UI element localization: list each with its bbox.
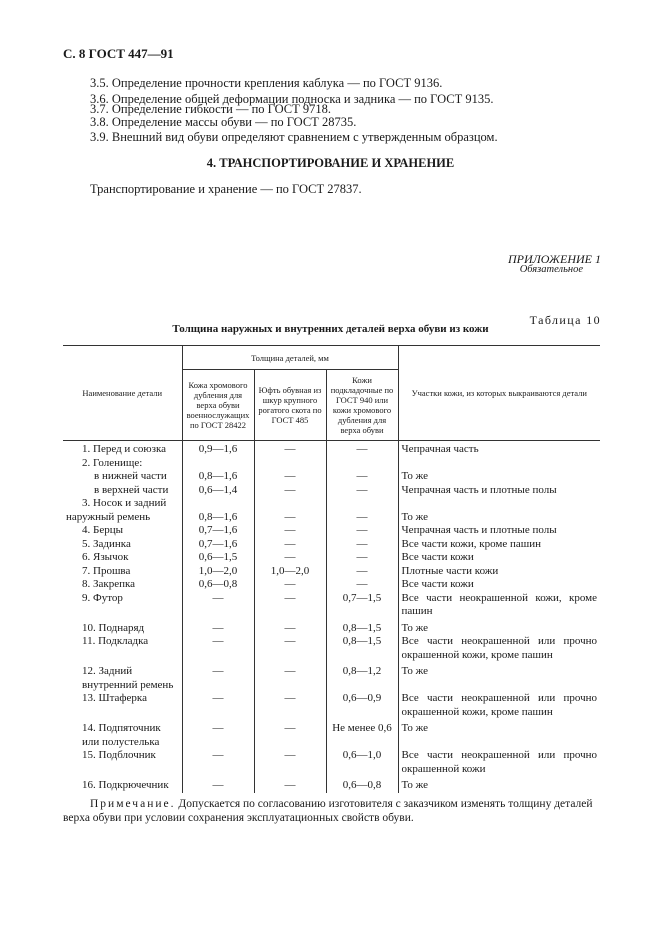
row-leather-part: Все части неокрашенной или прочно окрашенной кожи, кроме пашин [398, 692, 600, 722]
row-thickness-2: 1,0—2,0 [254, 565, 326, 579]
row-thickness-1: 0,6—0,8 [182, 578, 254, 592]
row-thickness-3: 0,8—1,2 [326, 665, 398, 692]
row-thickness-3: — [326, 565, 398, 579]
row-name-text: 2. Голенище: [82, 456, 143, 469]
row-name-text: 3. Носок и задний [82, 497, 167, 509]
row-thickness-1: — [182, 779, 254, 793]
row-thickness-3: — [326, 511, 398, 525]
row-name-text: 16. Подкрючечник [82, 779, 169, 791]
table-row [63, 511, 600, 525]
row-thickness-1: 0,6—1,5 [182, 551, 254, 565]
header-col3: Кожи подкладочные по ГОСТ 940 или кожи хромового дубления для верха обуви [326, 370, 398, 441]
row-thickness-3 [326, 457, 398, 471]
row-name-text: 6. Язычок [82, 551, 129, 563]
row-thickness-1: 1,0—2,0 [182, 565, 254, 579]
row-thickness-1: 0,7—1,6 [182, 524, 254, 538]
row-thickness-1: — [182, 592, 254, 622]
header-parts: Участки кожи, из которых выкраиваются детали [398, 346, 600, 441]
row-thickness-2: — [254, 470, 326, 484]
table-row [63, 470, 600, 484]
note-line-2: верха обуви при условии сохранения эксплуатационных свойств обуви. [63, 812, 414, 824]
row-leather-part: Все части неокрашенной или прочно окрашенной кожи, кроме пашин [398, 635, 600, 665]
row-thickness-2: — [254, 524, 326, 538]
row-thickness-3: — [326, 538, 398, 552]
appendix-subtitle: Обязательное [519, 264, 583, 275]
row-name-text: 12. Задний внутренний ремень [82, 665, 174, 691]
row-thickness-3: — [326, 578, 398, 592]
row-name [63, 511, 182, 525]
row-thickness-3: 0,8—1,5 [326, 635, 398, 665]
row-thickness-2: — [254, 538, 326, 552]
row-leather-part: Все части неокрашенной кожи, кроме пашин [398, 592, 600, 622]
row-leather-part: Чепрачная часть и плотные полы [398, 484, 600, 498]
section-title: 4. ТРАНСПОРТИРОВАНИЕ И ХРАНЕНИЕ [206, 156, 455, 170]
table-row [63, 578, 600, 592]
row-name [63, 749, 182, 779]
row-name-text: в верхней части [94, 483, 169, 496]
row-thickness-1: — [182, 749, 254, 779]
row-thickness-1 [182, 457, 254, 471]
clause-3-6: 3.6. Определение общей деформации подноска и задника — по ГОСТ 9135. [90, 92, 494, 106]
row-thickness-2: — [254, 635, 326, 665]
row-name [63, 692, 182, 722]
row-thickness-2: — [254, 622, 326, 636]
page-header: С. 8 ГОСТ 447—91 [63, 46, 174, 61]
row-name [63, 722, 182, 749]
row-thickness-1: 0,7—1,6 [182, 538, 254, 552]
row-thickness-3: — [326, 441, 398, 457]
row-name-text: 9. Футор [82, 591, 123, 604]
row-thickness-1 [182, 497, 254, 511]
row-name-text: 14. Подпяточник или полустелька [82, 722, 161, 748]
note-label: Примечание. [90, 798, 176, 810]
row-leather-part: Все части кожи [398, 578, 600, 592]
row-name [63, 622, 182, 636]
row-name-text: 15. Подблочник [82, 749, 156, 761]
row-thickness-3: 0,8—1,5 [326, 622, 398, 636]
row-thickness-1: — [182, 692, 254, 722]
row-name [63, 457, 182, 471]
row-thickness-1: — [182, 622, 254, 636]
row-name [63, 441, 182, 457]
table-body [63, 441, 600, 793]
section-text: Транспортирование и хранение — по ГОСТ 27837. [90, 182, 362, 196]
row-thickness-3: — [326, 470, 398, 484]
row-thickness-1: — [182, 635, 254, 665]
row-thickness-1: — [182, 722, 254, 749]
row-thickness-1: 0,8—1,6 [182, 470, 254, 484]
clause-3-9: 3.9. Внешний вид обуви определяют сравнением с утвержденным образцом. [90, 130, 498, 144]
row-name-text: 7. Прошва [82, 564, 131, 577]
header-thickness-group: Толщина деталей, мм [182, 346, 398, 370]
table-row [63, 722, 600, 749]
row-name [63, 497, 182, 511]
row-thickness-1: — [182, 665, 254, 692]
header-col2: Юфть обувная из шкур крупного рогатого скота по ГОСТ 485 [254, 370, 326, 441]
table-row [63, 497, 600, 511]
row-thickness-3: 0,6—0,8 [326, 779, 398, 793]
table-row [63, 441, 600, 457]
row-thickness-3: — [326, 551, 398, 565]
table-row [63, 484, 600, 498]
row-thickness-3: Не менее 0,6 [326, 722, 398, 749]
row-thickness-2 [254, 497, 326, 511]
table-title: Толщина наружных и внутренних деталей верха обуви из кожи [172, 323, 489, 335]
row-name-text: в нижней части [94, 470, 167, 482]
row-thickness-2: — [254, 722, 326, 749]
header-name: Наименование детали [63, 346, 182, 441]
row-name-text: 4. Берцы [82, 524, 123, 536]
row-leather-part: Чепрачная часть [398, 441, 600, 457]
note-text-1: Допускается по согласованию изготовителя с заказчиком изменять толщину деталей [178, 798, 593, 810]
appendix-title: ПРИЛОЖЕНИЕ 1 [508, 252, 601, 266]
row-leather-part: Чепрачная часть и плотные полы [398, 524, 600, 538]
table-row [63, 565, 600, 579]
table-row [63, 551, 600, 565]
row-name [63, 565, 182, 579]
row-leather-part: Все части кожи [398, 551, 600, 565]
row-leather-part: То же [398, 722, 600, 749]
row-thickness-2: — [254, 749, 326, 779]
clause-3-5: 3.5. Определение прочности крепления каблука — по ГОСТ 9136. [90, 76, 443, 90]
table-row [63, 779, 600, 793]
row-leather-part [398, 457, 600, 471]
table-row [63, 692, 600, 722]
table-row [63, 635, 600, 665]
note-line-1 [90, 798, 593, 810]
row-thickness-2: — [254, 441, 326, 457]
row-name [63, 551, 182, 565]
table-row [63, 665, 600, 692]
row-thickness-3: — [326, 524, 398, 538]
table-row [63, 749, 600, 779]
row-leather-part: Все части неокрашенной или прочно окрашенной кожи [398, 749, 600, 779]
row-name-text: 10. Поднаряд [82, 621, 145, 634]
row-thickness-1: 0,9—1,6 [182, 441, 254, 457]
row-thickness-2: — [254, 779, 326, 793]
row-thickness-2: — [254, 484, 326, 498]
table-row [63, 622, 600, 636]
row-thickness-3: 0,6—0,9 [326, 692, 398, 722]
table-row [63, 457, 600, 471]
row-name [63, 578, 182, 592]
row-leather-part: То же [398, 665, 600, 692]
row-thickness-2 [254, 457, 326, 471]
header-col1: Кожа хромового дубления для верха обуви военнослужащих по ГОСТ 28422 [182, 370, 254, 441]
row-name-text: 13. Штаферка [82, 692, 147, 704]
row-name [63, 635, 182, 665]
row-leather-part: Все части кожи, кроме пашин [398, 538, 600, 552]
row-leather-part: То же [398, 779, 600, 793]
row-name-text: 5. Задинка [82, 537, 131, 550]
row-name [63, 470, 182, 484]
thickness-table [63, 345, 600, 793]
row-thickness-2: — [254, 511, 326, 525]
row-name [63, 538, 182, 552]
row-thickness-3: 0,7—1,5 [326, 592, 398, 622]
row-name-text: 11. Подкладка [82, 635, 149, 647]
table-row [63, 592, 600, 622]
row-name [63, 779, 182, 793]
row-name [63, 484, 182, 498]
clause-3-7: 3.7. Определение гибкости — по ГОСТ 9718. [90, 102, 331, 116]
row-thickness-3 [326, 497, 398, 511]
row-thickness-2: — [254, 665, 326, 692]
row-name [63, 524, 182, 538]
row-leather-part: То же [398, 470, 600, 484]
row-thickness-2: — [254, 592, 326, 622]
row-leather-part: То же [398, 511, 600, 525]
row-name-text: 1. Перед и союзка [82, 443, 167, 455]
row-thickness-3: — [326, 484, 398, 498]
row-leather-part [398, 497, 600, 511]
row-name-text: наружный ремень [66, 510, 151, 523]
table-number: Таблица 10 [529, 313, 601, 327]
clause-3-8: 3.8. Определение массы обуви — по ГОСТ 28735. [90, 115, 357, 129]
row-name-text: 8. Закрепка [82, 578, 136, 590]
row-thickness-2: — [254, 578, 326, 592]
row-leather-part: Плотные части кожи [398, 565, 600, 579]
row-thickness-2: — [254, 551, 326, 565]
row-thickness-3: 0,6—1,0 [326, 749, 398, 779]
table-row [63, 524, 600, 538]
row-name [63, 665, 182, 692]
row-thickness-2: — [254, 692, 326, 722]
row-leather-part: То же [398, 622, 600, 636]
row-thickness-1: 0,6—1,4 [182, 484, 254, 498]
table-row [63, 538, 600, 552]
row-name [63, 592, 182, 622]
row-thickness-1: 0,8—1,6 [182, 511, 254, 525]
